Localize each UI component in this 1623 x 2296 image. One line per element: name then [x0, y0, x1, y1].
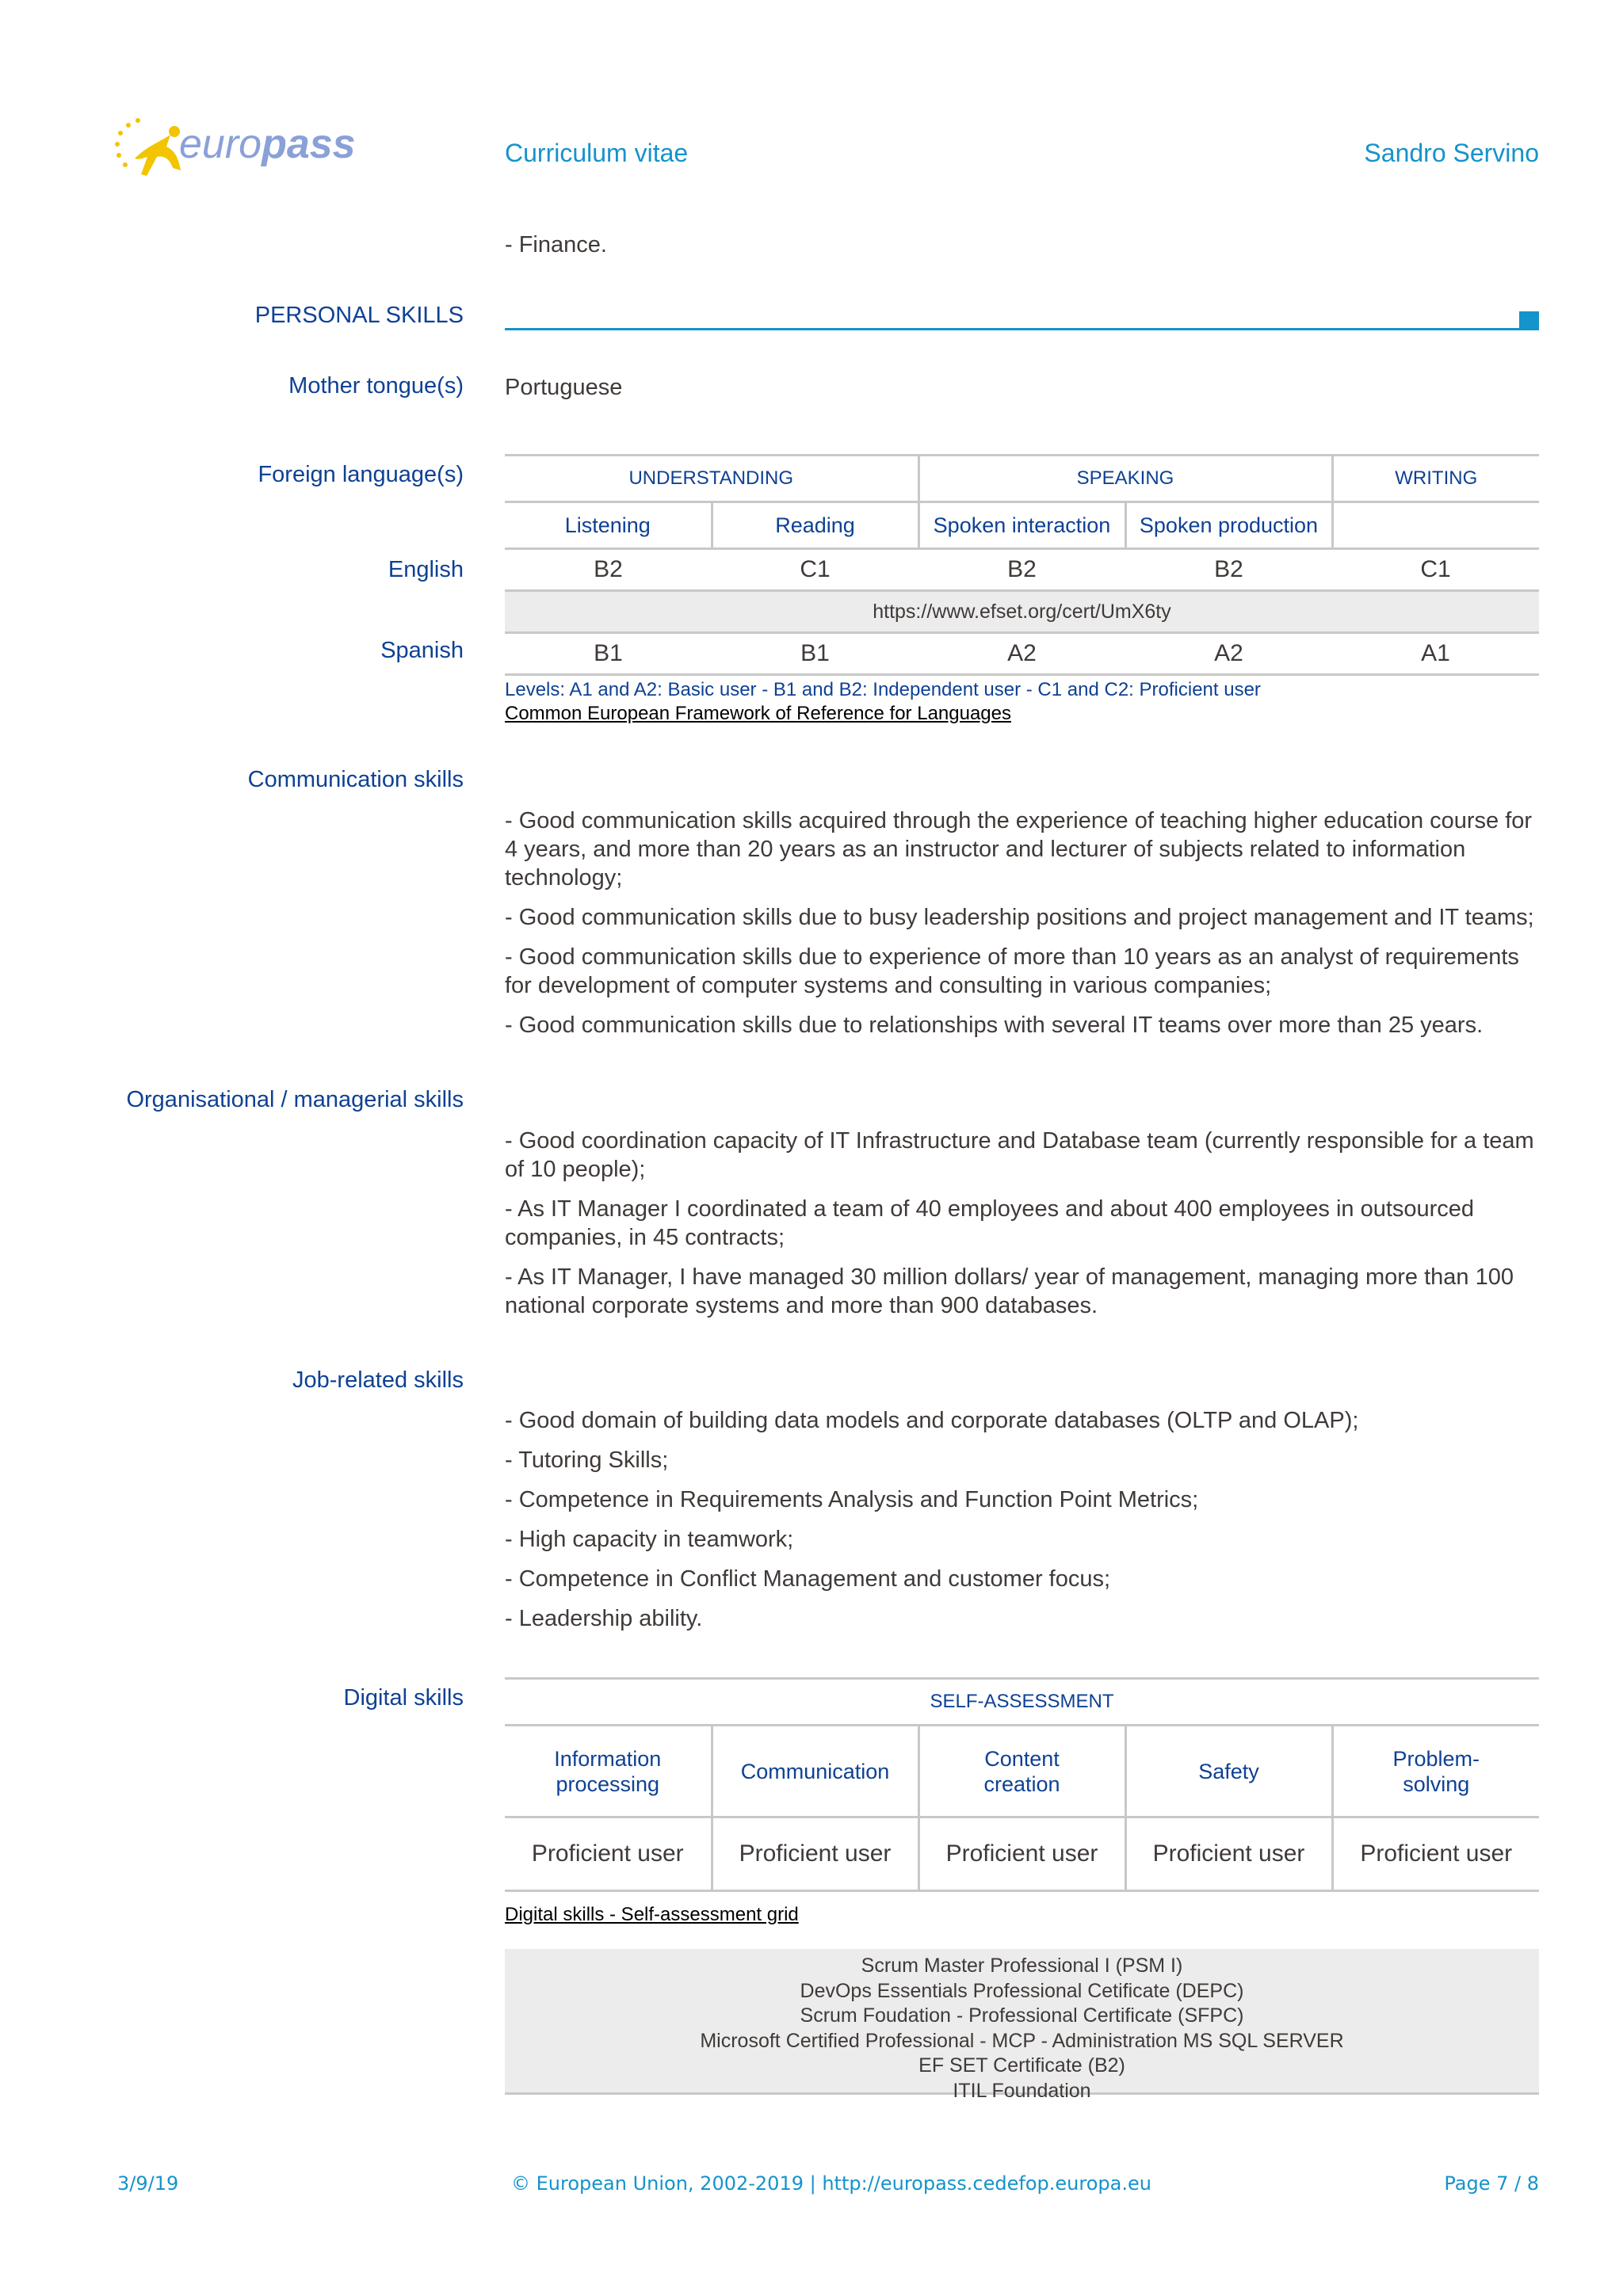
list-item: - Good communication skills acquired through the experience of teaching higher education course for 4 years, and more than 20 years as an instructor and lecturer of subjects related to information technology;	[505, 808, 1533, 891]
group-speaking: SPEAKING	[918, 456, 1332, 502]
digital-skills-table	[505, 1677, 1539, 1892]
subheader-spoken-production: Spoken production	[1125, 502, 1332, 549]
candidate-name: Sandro Servino	[1364, 139, 1539, 167]
mother-tongue-label: Mother tongue(s)	[288, 373, 464, 399]
list-item: - High capacity in teamwork;	[505, 1527, 794, 1552]
list-item: - Competence in Conflict Management and customer focus;	[505, 1566, 1111, 1592]
english-certificate-link[interactable]: https://www.efset.org/cert/UmX6ty	[505, 591, 1539, 633]
digital-skills-label: Digital skills	[343, 1685, 464, 1711]
group-writing: WRITING	[1332, 456, 1539, 502]
logo-text-euro: euro	[179, 121, 262, 167]
category-problem-solving: Problem- solving	[1332, 1726, 1539, 1817]
level-cell: C1	[1332, 549, 1539, 591]
list-item: ITIL Foundation	[953, 2079, 1091, 2102]
category-safety: Safety	[1125, 1726, 1332, 1817]
list-item: - As IT Manager I coordinated a team of 40 employees and about 400 employees in outsourced companies, in 45 contracts;	[505, 1196, 1475, 1250]
list-item: - Competence in Requirements Analysis and Function Point Metrics;	[505, 1487, 1199, 1512]
section-rule-marker	[1519, 311, 1539, 330]
list-item: - Good coordination capacity of IT Infrastructure and Database team (currently responsible for a team of 10 people);	[505, 1128, 1534, 1182]
subheader-spoken-interaction: Spoken interaction	[918, 502, 1125, 549]
footer-copyright: © European Union, 2002-2019 | http://europass.cedefop.europa.eu	[511, 2172, 1151, 2195]
subheader-reading: Reading	[712, 502, 918, 549]
job-related-skills-label: Job-related skills	[292, 1367, 464, 1393]
table-row	[505, 633, 1539, 675]
level-cell: C1	[712, 549, 918, 591]
level-cell: A1	[1332, 633, 1539, 675]
level-cell: B1	[505, 633, 712, 675]
level-cell: A2	[1125, 633, 1332, 675]
language-name-english: English	[388, 557, 464, 582]
digital-level-cell: Proficient user	[1125, 1817, 1332, 1891]
digital-level-cell: Proficient user	[505, 1817, 712, 1891]
level-cell: B2	[1125, 549, 1332, 591]
level-cell: B2	[918, 549, 1125, 591]
table-row	[505, 549, 1539, 591]
digital-grid-link[interactable]: Digital skills - Self-assessment grid	[505, 1904, 799, 1925]
previous-section-fragment: - Finance.	[505, 232, 607, 257]
category-content-creation: Content creation	[918, 1726, 1125, 1817]
subheader-listening: Listening	[505, 502, 712, 549]
section-rule	[505, 328, 1519, 330]
self-assessment-header: SELF-ASSESSMENT	[505, 1679, 1539, 1726]
cv-title: Curriculum vitae	[505, 139, 689, 167]
list-item: Scrum Foudation - Professional Certificate (SFPC)	[800, 2004, 1244, 2027]
communication-skills-text	[505, 807, 1535, 1051]
list-item: EF SET Certificate (B2)	[918, 2054, 1125, 2077]
footer-date: 3/9/19	[117, 2172, 179, 2195]
organisational-skills-text	[505, 1127, 1535, 1331]
list-item: - As IT Manager, I have managed 30 million dollars/ year of management, managing more than 100 national corporate systems and more than 900 databases.	[505, 1264, 1514, 1318]
job-related-skills-text	[505, 1406, 1535, 1644]
list-item: - Good domain of building data models and corporate databases (OLTP and OLAP);	[505, 1408, 1359, 1433]
foreign-language-label: Foreign language(s)	[258, 462, 464, 487]
list-item: DevOps Essentials Professional Cetificate (DEPC)	[800, 1979, 1244, 2002]
digital-level-cell: Proficient user	[1332, 1817, 1539, 1891]
category-information-processing: Information processing	[505, 1726, 712, 1817]
list-item: - Good communication skills due to experience of more than 10 years as an analyst of requirements for development of computer systems and consulting in various companies;	[505, 944, 1519, 998]
logo-text-pass: pass	[262, 121, 356, 167]
organisational-skills-label: Organisational / managerial skills	[126, 1087, 464, 1112]
personal-skills-heading: PERSONAL SKILLS	[254, 303, 464, 328]
category-communication: Communication	[712, 1726, 918, 1817]
list-item: - Leadership ability.	[505, 1606, 703, 1631]
digital-level-cell: Proficient user	[918, 1817, 1125, 1891]
list-item: - Tutoring Skills;	[505, 1447, 669, 1473]
europass-logo	[111, 111, 356, 182]
level-cell: A2	[918, 633, 1125, 675]
level-cell: B2	[505, 549, 712, 591]
group-understanding: UNDERSTANDING	[505, 456, 918, 502]
communication-skills-label: Communication skills	[247, 767, 464, 792]
list-item: - Good communication skills due to busy leadership positions and project management and IT teams;	[505, 905, 1534, 930]
list-item: Microsoft Certified Professional - MCP - Administration MS SQL SERVER	[700, 2029, 1344, 2052]
list-item: - Good communication skills due to relationships with several IT teams over more than 25 years.	[505, 1013, 1484, 1038]
mother-tongue-value: Portuguese	[505, 375, 623, 400]
language-name-spanish: Spanish	[380, 638, 464, 663]
language-table	[505, 454, 1539, 676]
table-row	[505, 1817, 1539, 1891]
subheader-writing-blank	[1332, 502, 1539, 549]
level-cell: B1	[712, 633, 918, 675]
footer-page-number: Page 7 / 8	[1444, 2172, 1539, 2195]
list-item: Scrum Master Professional I (PSM I)	[861, 1955, 1183, 1977]
cefr-link[interactable]: Common European Framework of Reference for Languages	[505, 703, 1011, 724]
levels-note: Levels: A1 and A2: Basic user - B1 and B2: Independent user - C1 and C2: Proficient user	[505, 679, 1261, 700]
certificates-box	[505, 1949, 1539, 2102]
digital-level-cell: Proficient user	[712, 1817, 918, 1891]
